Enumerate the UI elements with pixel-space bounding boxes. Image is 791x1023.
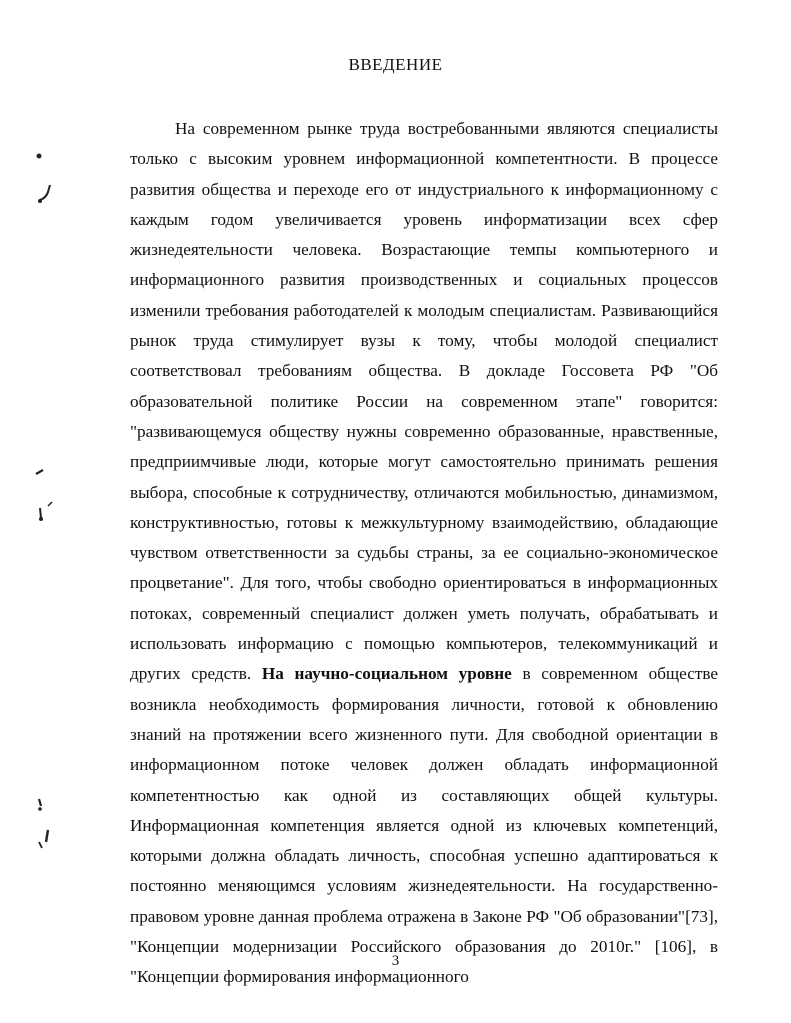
- scan-artifact-2: [36, 180, 58, 206]
- body-paragraph: [130, 114, 718, 993]
- scan-artifact-6: [36, 826, 58, 852]
- paragraph-text-part1: На современном рынке труда востребованными являются специалисты только с высоким уровнем информационной компетентности. В процессе развития общества и переходе его от индустриального к информационному с каждым годом увеличивается уровень информатизации всех сфер жизнедеятельности человека. Возрастающие темпы компьютерного и информационного развития производственных и социальных процессов изменили требования работодателей к молодым специалистам. Развивающийся рынок труда стимулирует вузы к тому, чтобы молодой специалист соответствовал требованиям общества. В докладе Госсовета РФ "Об образовательной политике России на современном этапе" говорится: "развивающемуся обществу нужны современно образованные, нравственные, предприимчивые люди, которые могут самостоятельно принимать решения выбора, способные к сотрудничеству, отличаются мобильностью, динамизмом, конструктивностью, готовы к межкультурному взаимодействию, обладающие чувством ответственности за судьбы страны, за ее социально-экономическое процветание". Для того, чтобы свободно ориентироваться в информационных потоках, современный специалист должен уметь получать, обрабатывать и использовать информацию с помощью компьютеров, телекоммуникаций и других средств.: [130, 119, 718, 684]
- page-heading: ВВЕДЕНИЕ: [348, 55, 443, 74]
- paragraph-bold-phrase: На научно-социальном уровне: [261, 664, 512, 684]
- scan-artifact-3: [34, 466, 46, 478]
- scan-artifact-5: [34, 796, 48, 814]
- paragraph-text-part2: в современном обществе возникла необходимость формирования личности, готовой к обновлению знаний на протяжении всего жизненного пути. Для свободной ориентации в информационном потоке человек должен обладать информационной компетентностью как одной из составляющих общей культуры. Информационная компетенция является одной из ключевых компетенций, которыми должна обладать личность, способная успешно адаптироваться к постоянно меняющимся условиям жизнедеятельности. На государственно-правовом уровне данная проблема отражена в Законе РФ "Об образовании"[73], "Концепции модернизации Российского образования до 2010г." [106], в "Концепции формирования информационного: [130, 664, 719, 987]
- scan-artifact-4: [36, 498, 58, 524]
- page-number: 3: [391, 953, 400, 969]
- scan-artifact-1: [34, 150, 46, 162]
